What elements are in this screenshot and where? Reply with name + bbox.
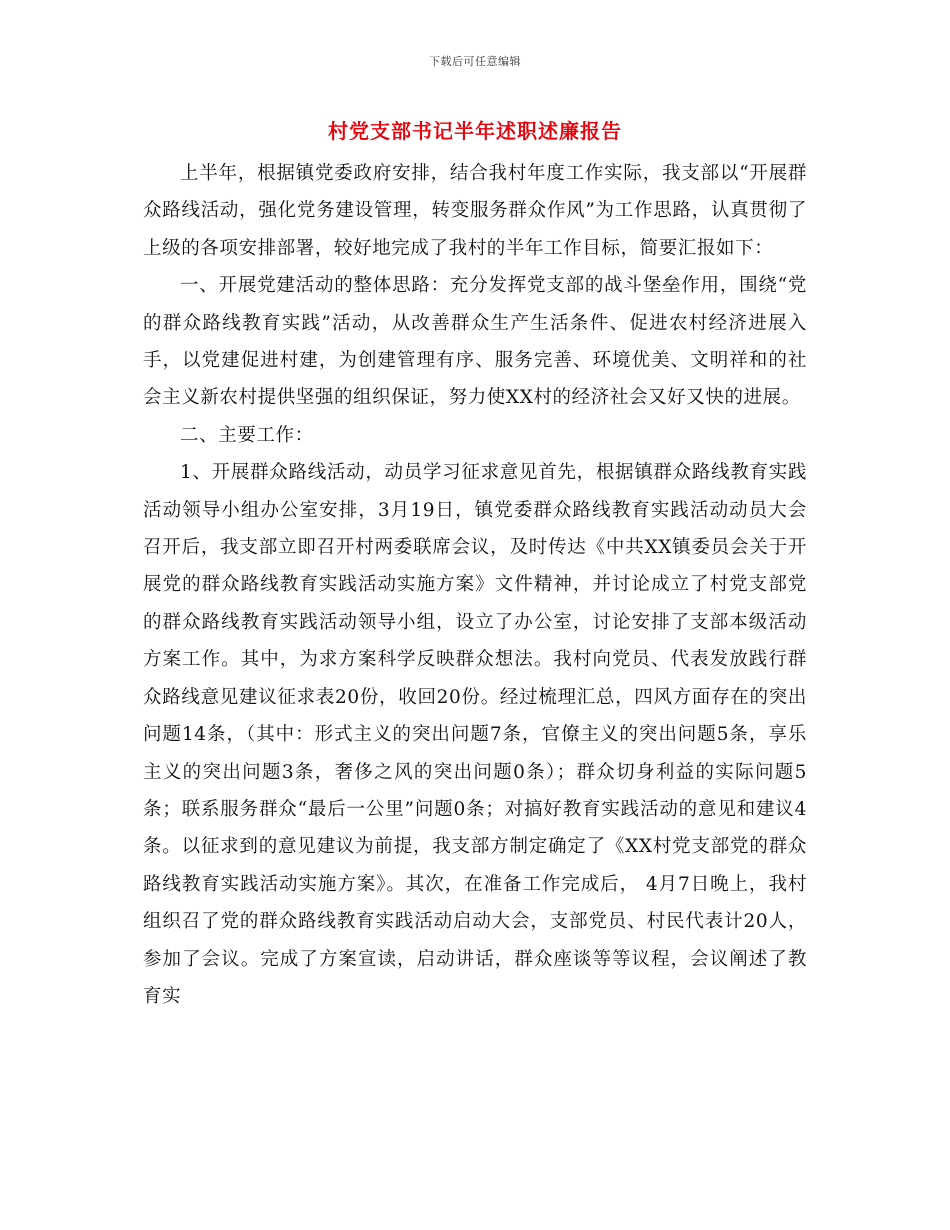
paragraph-item-1: 1、开展群众路线活动，动员学习征求意见首先，根据镇群众路线教育实践活动领导小组办公室安排，3月19日，镇党委群众路线教育实践活动动员大会召开后，我支部立即召开村两委联席会议，及时传达《中共XX镇委员会关于开展党的群众路线教育实践活动实施方案》文件精神，并讨论成立了村党支部党的群众路线教育实践活动领导小组，设立了办公室，讨论安排了支部本级活动方案工作。其中，为求方案科学反映群众想法。我村向党员、代表发放践行群众路线意见建议征求表20份，收回20份。经过梳理汇总，四风方面存在的突出问题14条，（其中：形式主义的突出问题7条，官僚主义的突出问题5条，享乐主义的突出问题3条，奢侈之风的突出问题0条）；群众切身利益的实际问题5条；联系服务群众“最后一公里”问题0条；对搞好教育实践活动的意见和建议4条。以征求到的意见建议为前提，我支部方制定确定了《XX村党支部党的群众路线教育实践活动实施方案》。其次，在准备工作完成后， 4月7日晚上，我村组织召了党的群众路线教育实践活动启动大会，支部党员、村民代表计20人，参加了会议。完成了方案宣读，启动讲话，群众座谈等等议程，会议阐述了教育实 xyxy=(143,462,807,1007)
document-body xyxy=(143,155,807,1015)
paragraph-intro: 上半年，根据镇党委政府安排，结合我村年度工作实际，我支部以“开展群众路线活动，强化党务建设管理，转变服务群众作风”为工作思路，认真贯彻了上级的各项安排部署，较好地完成了我村的半年工作目标，简要汇报如下： xyxy=(143,163,807,259)
paragraph-section-2-heading: 二、主要工作： xyxy=(180,424,314,446)
header-note: 下载后可任意编辑 xyxy=(429,55,521,68)
paragraph-section-1: 一、开展党建活动的整体思路：充分发挥党支部的战斗堡垒作用，围绕“党的群众路线教育实践”活动，从改善群众生产生活条件、促进农村经济进展入手，以党建促进村建，为创建管理有序、服务完善、环境优美、文明祥和的社会主义新农村提供坚强的组织保证，努力使XX村的经济社会又好又快的进展。 xyxy=(143,275,807,409)
document-title: 村党支部书记半年述职述廉报告 xyxy=(328,119,622,143)
